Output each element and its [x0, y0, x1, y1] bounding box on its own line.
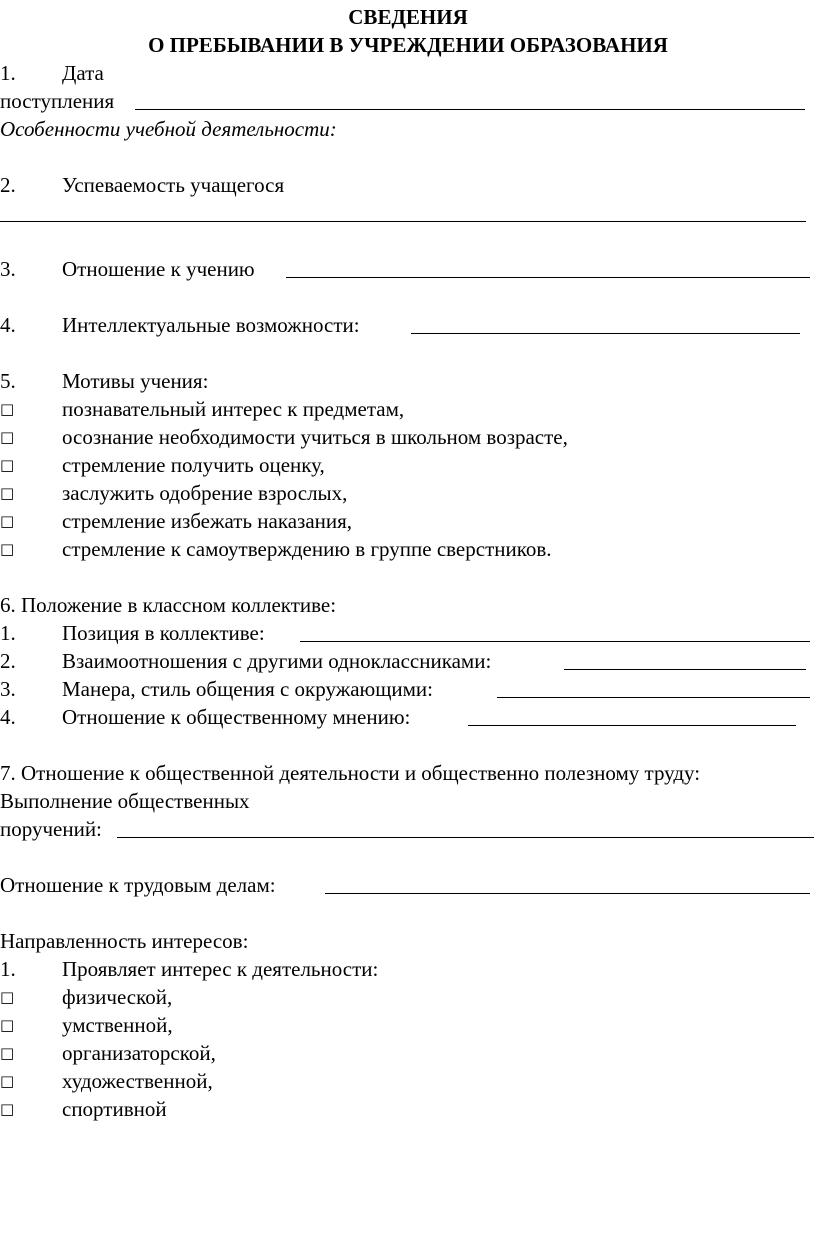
position-field[interactable] [300, 641, 810, 642]
checkbox[interactable]: □ [0, 1100, 15, 1118]
checkbox[interactable]: □ [0, 1072, 15, 1090]
progress-field[interactable] [0, 221, 806, 222]
item-1-number: 1. [0, 61, 16, 85]
sub-item-number: 1. [0, 621, 16, 645]
item-7-label: 7. Отношение к общественной деятельности и общественно полезному труду: [0, 761, 701, 785]
item-4-label: Интеллектуальные возможности: [62, 313, 360, 337]
interest-option: физической, [62, 985, 173, 1009]
item-3-label: Отношение к учению [62, 257, 255, 281]
public-opinion-field[interactable] [468, 725, 796, 726]
item-2-label: Успеваемость учащегося [62, 173, 285, 197]
motive-option: заслужить одобрение взрослых, [62, 481, 348, 505]
document-title: СВЕДЕНИЯ [348, 5, 468, 29]
duties-label-cont: поручений: [0, 817, 102, 841]
duties-field[interactable] [117, 837, 814, 838]
motive-option: стремление получить оценку, [62, 453, 325, 477]
labor-label: Отношение к трудовым делам: [0, 873, 276, 897]
interests-number: 1. [0, 957, 16, 981]
checkbox[interactable]: □ [0, 540, 15, 558]
intellectual-abilities-field[interactable] [411, 333, 800, 334]
motive-option: стремление к самоутверждению в группе сверстников. [62, 537, 552, 561]
checkbox[interactable]: □ [0, 512, 15, 530]
item-2-number: 2. [0, 173, 16, 197]
duties-label: Выполнение общественных [0, 789, 250, 813]
interest-option: организаторской, [62, 1041, 216, 1065]
section-study-heading: Особенности учебной деятельности: [0, 117, 337, 141]
checkbox[interactable]: □ [0, 456, 15, 474]
motive-option: осознание необходимости учиться в школьном возрасте, [62, 425, 568, 449]
sub-item-label: Отношение к общественному мнению: [62, 705, 411, 729]
item-4-number: 4. [0, 313, 16, 337]
motive-option: стремление избежать наказания, [62, 509, 353, 533]
interest-option: спортивной [62, 1097, 167, 1121]
item-3-number: 3. [0, 257, 16, 281]
attitude-to-study-field[interactable] [286, 277, 810, 278]
checkbox[interactable]: □ [0, 1044, 15, 1062]
item-6-label: 6. Положение в классном коллективе: [0, 593, 337, 617]
checkbox[interactable]: □ [0, 400, 15, 418]
interest-option: умственной, [62, 1013, 173, 1037]
interests-heading: Направленность интересов: [0, 929, 249, 953]
checkbox[interactable]: □ [0, 988, 15, 1006]
item-5-label: Мотивы учения: [62, 369, 209, 393]
relationships-field[interactable] [564, 669, 806, 670]
admission-date-field[interactable] [135, 109, 805, 110]
interests-sub-label: Проявляет интерес к деятельности: [62, 957, 379, 981]
sub-item-label: Позиция в коллективе: [62, 621, 265, 645]
item-1-label: Дата [62, 61, 104, 85]
sub-item-label: Взаимоотношения с другими одноклассниками: [62, 649, 492, 673]
item-1-label-cont: поступления [0, 89, 115, 113]
motive-option: познавательный интерес к предметам, [62, 397, 405, 421]
checkbox[interactable]: □ [0, 484, 15, 502]
interest-option: художественной, [62, 1069, 213, 1093]
sub-item-label: Манера, стиль общения с окружающими: [62, 677, 433, 701]
sub-item-number: 4. [0, 705, 16, 729]
document-subtitle: О ПРЕБЫВАНИИ В УЧРЕЖДЕНИИ ОБРАЗОВАНИЯ [148, 33, 668, 57]
communication-style-field[interactable] [497, 697, 810, 698]
item-5-number: 5. [0, 369, 16, 393]
checkbox[interactable]: □ [0, 428, 15, 446]
checkbox[interactable]: □ [0, 1016, 15, 1034]
sub-item-number: 2. [0, 649, 16, 673]
sub-item-number: 3. [0, 677, 16, 701]
labor-field[interactable] [325, 893, 810, 894]
